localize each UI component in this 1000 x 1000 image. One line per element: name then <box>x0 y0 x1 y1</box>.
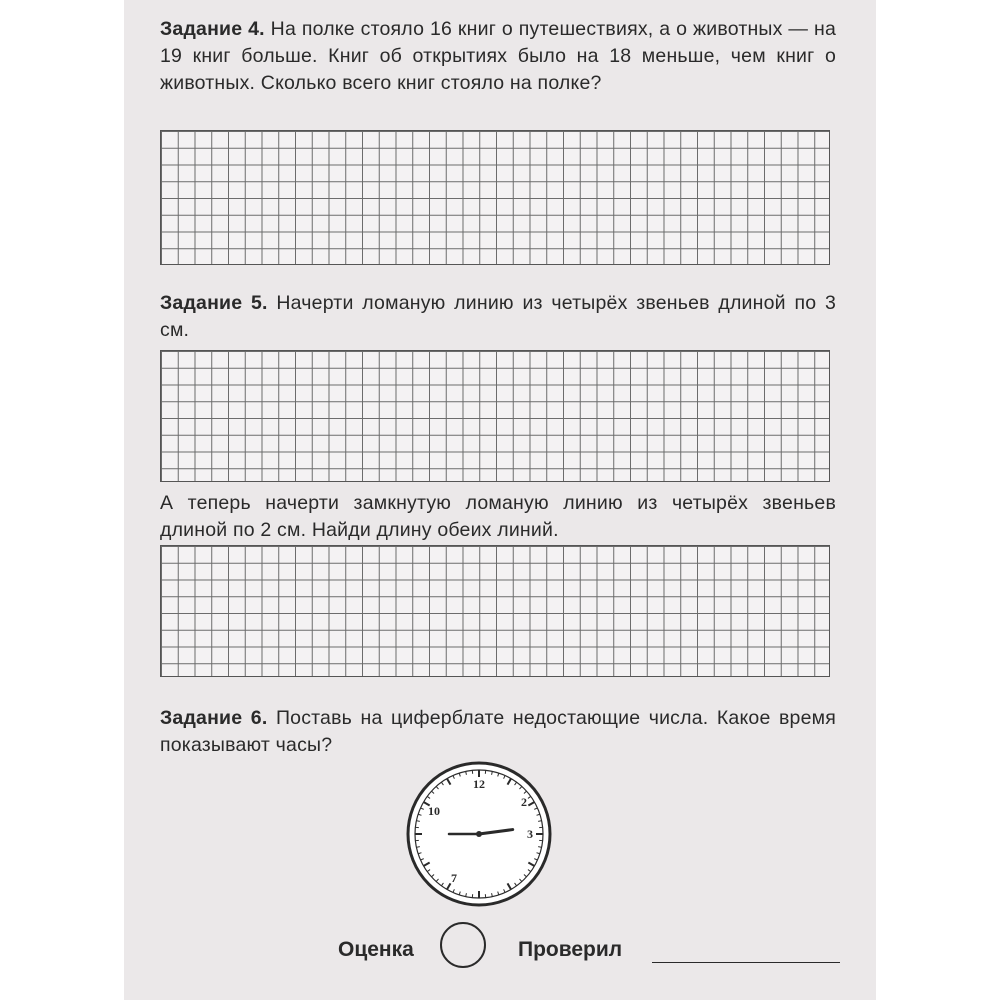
task-4-text: На полке стояло 16 книг о путешествиях, а о животных — на 19 книг больше. Книг об открытиях было на 18 меньше, чем книг о животных. Сколько всего книг стояло на полке? <box>160 18 836 94</box>
task-5-part-2 <box>160 490 836 544</box>
task-5-label: Задание 5. <box>160 292 268 314</box>
task-5 <box>160 290 836 344</box>
checked-label: Проверил <box>518 938 623 961</box>
clock-tick <box>492 771 493 774</box>
signature-line[interactable] <box>652 962 840 963</box>
clock-face[interactable] <box>405 760 553 908</box>
grade-circle[interactable] <box>440 922 486 968</box>
task-5-text: Начерти ломаную линию из четырёх звеньев длиной по 3 см. <box>160 292 837 341</box>
answer-grid-task-5a[interactable] <box>160 350 830 482</box>
task-4 <box>160 16 836 97</box>
clock-number-7: 7 <box>451 871 457 885</box>
task-6 <box>160 705 836 759</box>
clock-tick <box>492 893 493 896</box>
answer-grid-task-5b[interactable] <box>160 545 830 677</box>
task-5-text-2: А теперь начерти замкнутую ломаную линию из четырёх звеньев длиной по 2 см. Найди длину обеих линий. <box>160 492 836 541</box>
task-6-label: Задание 6. <box>160 707 268 729</box>
clock-number-2: 2 <box>521 795 527 809</box>
grade-label: Оценка <box>338 938 414 961</box>
clock-tick <box>538 821 541 822</box>
task-6-text: Поставь на циферблате недостающие числа. Какое время показывают часы? <box>160 707 836 756</box>
clock-tick <box>538 847 541 848</box>
clock-tick <box>416 847 419 848</box>
clock-tick <box>416 821 419 822</box>
clock-number-12: 12 <box>473 777 485 791</box>
clock-number-10: 10 <box>428 804 440 818</box>
clock-number-3: 3 <box>527 827 533 841</box>
answer-grid-task-4[interactable] <box>160 130 830 265</box>
task-4-label: Задание 4. <box>160 18 265 40</box>
clock-tick <box>466 771 467 774</box>
clock-center <box>476 831 482 837</box>
clock-tick <box>466 893 467 896</box>
